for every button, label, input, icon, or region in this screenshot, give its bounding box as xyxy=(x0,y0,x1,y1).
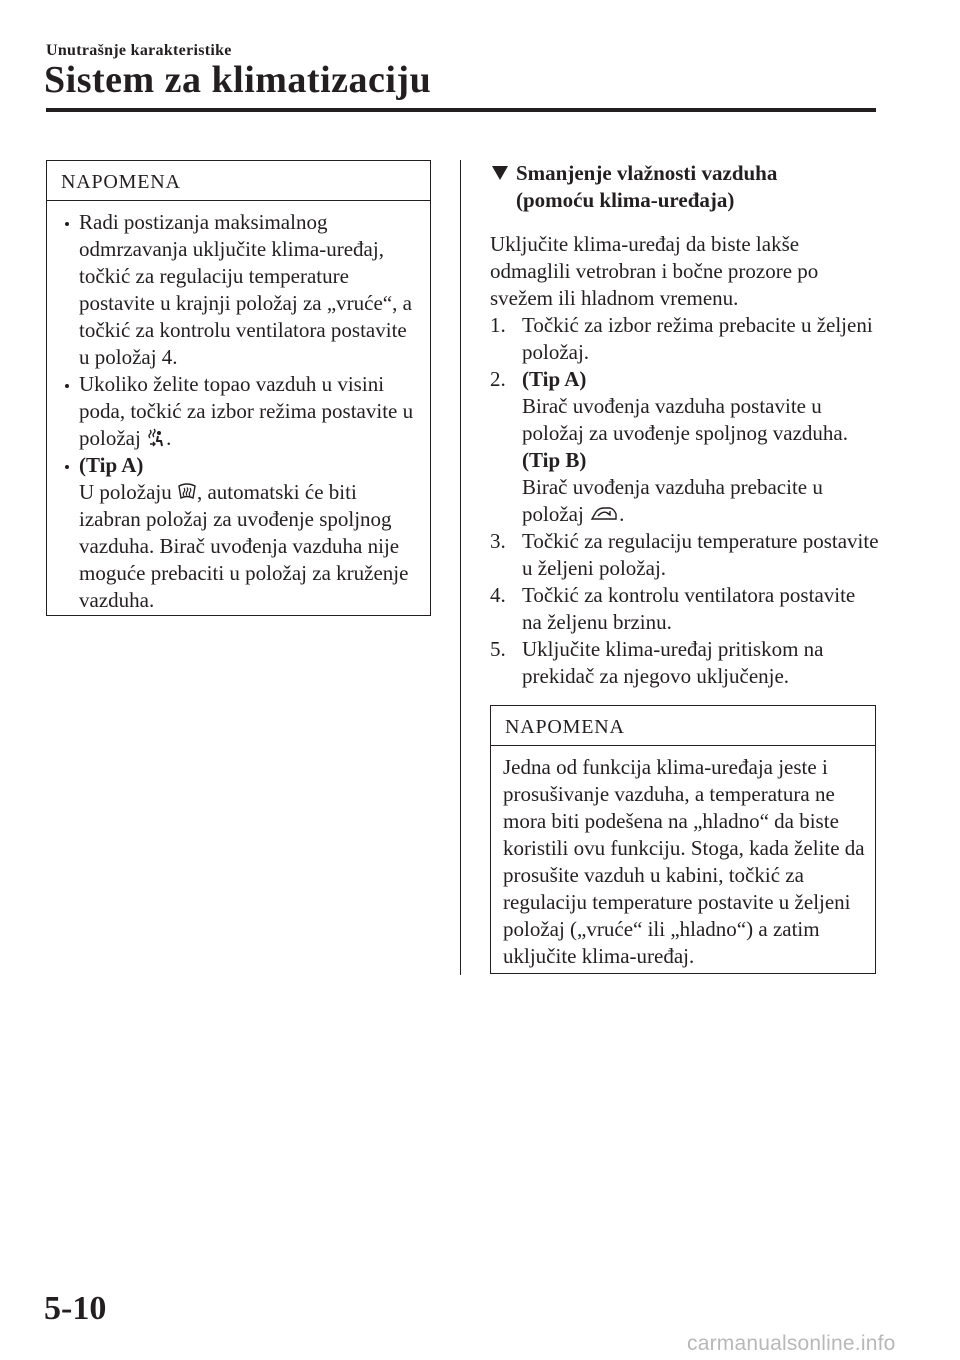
step-text: Točkić za izbor režima prebacite u željeni položaj. xyxy=(522,313,873,364)
heading-line-1: Smanjenje vlažnosti vazduha xyxy=(516,161,778,185)
step-text-end: . xyxy=(619,502,625,526)
note-body: Jedna od funkcija klima-uređaja jeste i prosušivanje vazduha, a temperatura ne mora biti podešena na „hladno“ da biste koristili ovu funkciju. Stoga, kada želite da prosušite vazduh u kabini, točkić za regulaciju temperature postavite u željeni položaj („vruće“ ili „hladno“) a zatim uključite klima-uređaj. xyxy=(503,755,865,968)
note-body xyxy=(47,201,430,614)
note-heading: NAPOMENA xyxy=(47,161,430,201)
recirculation-icon xyxy=(590,506,618,522)
note-bullet xyxy=(61,209,420,371)
step-number: 5. xyxy=(490,637,506,661)
note-box-right xyxy=(490,705,876,974)
bullet-dot xyxy=(65,465,69,469)
bullet-text: U položaju xyxy=(79,480,172,504)
bullet-dot xyxy=(65,384,69,388)
step-number: 4. xyxy=(490,583,506,607)
watermark: carmanualsonline.info xyxy=(687,1332,896,1355)
step-text: Uključite klima-uređaj pritiskom na prekidač za njegovo uključenje. xyxy=(522,637,824,688)
step-text: Birač uvođenja vazduha postavite u položaj za uvođenje spoljnog vazduha. xyxy=(522,394,848,445)
subsection-heading xyxy=(490,160,880,214)
tip-label: (Tip B) xyxy=(522,448,587,472)
column-divider xyxy=(460,160,461,975)
intro-paragraph: Uključite klima-uređaj da biste lakše odmaglili vetrobran i bočne prozore po svežem ili hladnom vremenu. xyxy=(490,232,819,310)
bullet-text: Radi postizanja maksimalnog odmrzavanja uključite klima-uređaj, točkić za regulaciju temperature postavite u krajnji položaj za „vruće“, a točkić za kontrolu ventilatora postavite u položaj 4. xyxy=(79,210,412,369)
section-label: Unutrašnje karakteristike xyxy=(46,42,232,59)
step-text: Točkić za regulaciju temperature postavite u željeni položaj. xyxy=(522,529,879,580)
floor-defrost-mode-icon xyxy=(147,428,165,448)
step-item xyxy=(490,528,880,582)
header-rule xyxy=(46,108,876,112)
step-list xyxy=(490,312,880,690)
note-heading: NAPOMENA xyxy=(491,706,875,746)
bullet-text: Ukoliko želite topao vazduh u visini poda, točkić za izbor režima postavite u položaj xyxy=(79,372,414,450)
note-bullet xyxy=(61,452,420,614)
heading-line-2: (pomoću klima-uređaja) xyxy=(516,188,735,212)
bullet-dot xyxy=(65,222,69,226)
step-number: 1. xyxy=(490,313,506,337)
tip-label: (Tip A) xyxy=(522,367,587,391)
triangle-bullet-icon xyxy=(492,166,508,180)
note-box-left xyxy=(46,160,431,616)
chapter-title: Sistem za klimatizaciju xyxy=(44,59,432,101)
page-number: 5-10 xyxy=(44,1290,107,1327)
step-text: Točkić za kontrolu ventilatora postavite na željenu brzinu. xyxy=(522,583,856,634)
step-item xyxy=(490,636,880,690)
windshield-defrost-icon xyxy=(178,482,196,502)
step-item xyxy=(490,582,880,636)
step-item xyxy=(490,312,880,366)
bullet-text-end: . xyxy=(166,426,172,450)
step-item xyxy=(490,366,880,528)
step-number: 3. xyxy=(490,529,506,553)
step-number: 2. xyxy=(490,367,506,391)
bullet-text-end: , automatski će biti izabran položaj za uvođenje spoljnog vazduha. Birač uvođenja vazduha nije moguće prebaciti u položaj za kruženje vazduha. xyxy=(79,480,409,612)
step-text: Birač uvođenja vazduha prebacite u položaj xyxy=(522,475,823,526)
right-column xyxy=(490,160,880,690)
tip-label: (Tip A) xyxy=(79,453,144,477)
note-bullet xyxy=(61,371,420,452)
